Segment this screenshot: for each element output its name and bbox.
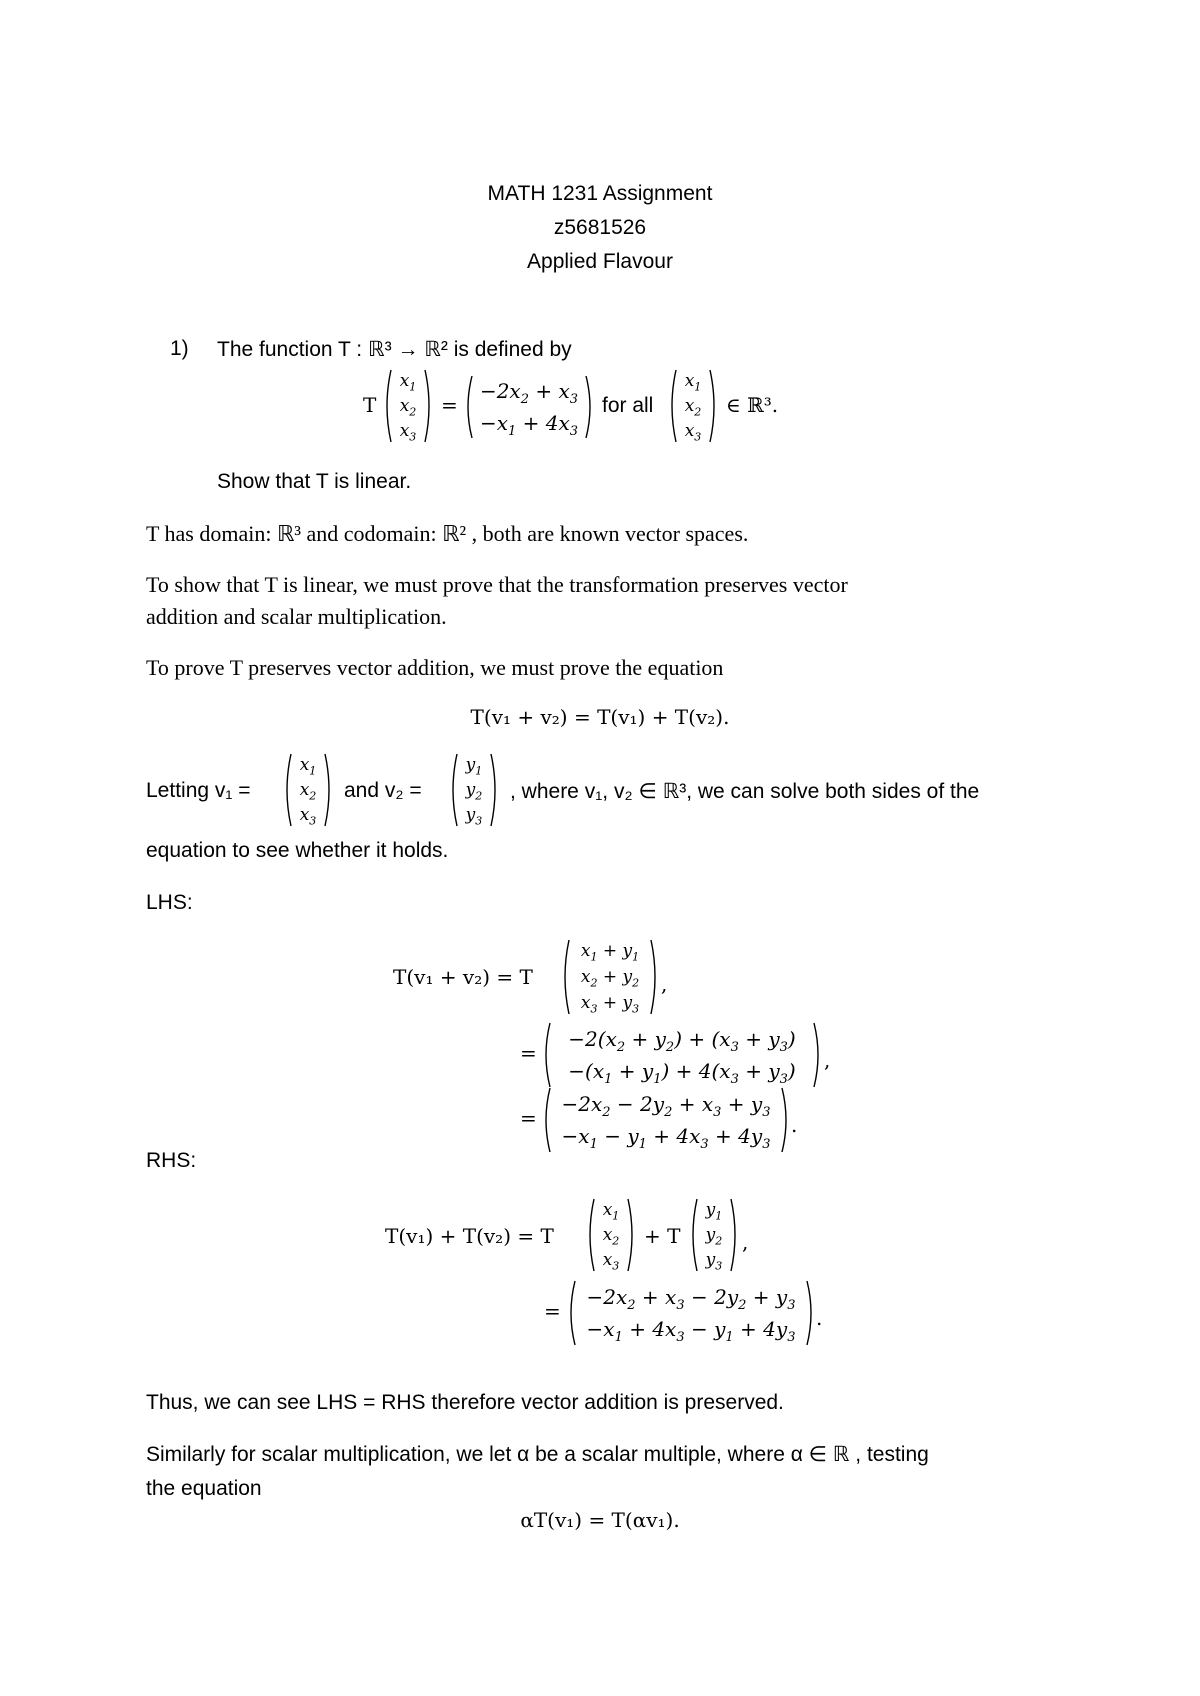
def-image-vector [463, 374, 595, 440]
vec-entry: $-2x_2 - 2y_2 + x_3 + y_3$ [561, 1092, 771, 1120]
vec-entry: $x_2$ [299, 780, 317, 803]
vec-entry: $x_3$ [602, 1250, 620, 1273]
scalar-intro-a: Similarly for scalar multiplication, we let α be a scalar multiple, where α ∈ ℝ , testing [146, 1443, 929, 1466]
student-id: z5681526 [553, 216, 647, 239]
vec-entry: $x_2 + y_2$ [580, 967, 640, 990]
question-number: 1) [170, 337, 189, 360]
rhs-start: T(v₁) + T(v₂) = T [385, 1224, 554, 1248]
comma: , [661, 972, 668, 996]
lhs-step2-vector [541, 1086, 791, 1154]
rhs-vector-x [585, 1197, 637, 1273]
vec-entry: $x_3 + y_3$ [580, 993, 640, 1016]
lhs-start: T(v₁ + v₂) = T [393, 965, 533, 989]
vec-entry: $x_3$ [299, 805, 317, 828]
equation-holds-text: equation to see whether it holds. [146, 839, 449, 862]
equation-scalar: αT(v₁) = T(αv₁). [520, 1508, 680, 1532]
def-vector-x-2 [667, 368, 719, 444]
lhs-sum-vector [560, 938, 660, 1016]
vec-entry: $x_2$ [684, 396, 702, 419]
vector-v2 [448, 752, 500, 828]
vec-entry: $x_1$ [602, 1200, 620, 1223]
period: . [791, 1113, 798, 1137]
lhs-label: LHS: [146, 891, 193, 914]
paragraph-addition: To prove T preserves vector addition, we must prove the equation [146, 655, 724, 680]
rhs-label: RHS: [146, 1149, 197, 1172]
comma: , [742, 1230, 749, 1254]
def-equals: = [441, 393, 458, 417]
paragraph-domain: T has domain: ℝ³ and codomain: ℝ² , both are known vector spaces. [146, 521, 749, 546]
rhs-result-vector [566, 1279, 816, 1347]
vec-entry: $-(x_1 + y_1) + 4(x_3 + y_3)$ [568, 1059, 796, 1087]
vec-entry: $x_3$ [684, 421, 702, 444]
vec-entry: $-x_1 + 4x_3$ [479, 411, 579, 439]
def-vector-x [382, 368, 434, 444]
rhs-vector-y [688, 1197, 740, 1273]
question-text: The function T : ℝ³ → ℝ² is defined by [217, 338, 572, 361]
vec-entry: $-2x_2 + x_3$ [479, 379, 579, 407]
equals-sign: = [520, 1041, 537, 1065]
in-R3: ∈ ℝ³. [726, 393, 779, 417]
vec-entry: $y_2$ [705, 1225, 723, 1248]
comma: , [824, 1048, 831, 1072]
vec-entry: $-2(x_2 + y_2) + (x_3 + y_3)$ [568, 1027, 796, 1055]
for-all-text: for all [602, 394, 654, 417]
equation-addition: T(v₁ + v₂) = T(v₁) + T(v₂). [470, 705, 730, 729]
letting-text: Letting v₁ = [146, 779, 251, 802]
vec-entry: $-x_1 - y_1 + 4x_3 + 4y_3$ [561, 1124, 771, 1152]
vec-entry: $y_3$ [705, 1250, 723, 1273]
vec-entry: $x_1$ [299, 755, 317, 778]
vec-entry: $y_3$ [465, 805, 483, 828]
vec-entry: $-2x_2 + x_3 - 2y_2 + y_3$ [586, 1285, 796, 1313]
plus-T: + T [644, 1224, 681, 1248]
vec-entry: $-x_1 + 4x_3 - y_1 + 4y_3$ [586, 1317, 796, 1345]
vector-v1 [282, 752, 334, 828]
paragraph-linear-b: addition and scalar multiplication. [146, 604, 447, 629]
vec-entry: $x_2$ [399, 396, 417, 419]
vec-entry: $x_2$ [602, 1225, 620, 1248]
vec-entry: $y_1$ [705, 1200, 723, 1223]
vec-entry: $x_1$ [684, 371, 702, 394]
equals-sign: = [520, 1106, 537, 1130]
equals-sign: = [544, 1299, 561, 1323]
scalar-intro-b: the equation [146, 1477, 262, 1500]
where-text: , where v₁, v₂ ∈ ℝ³, we can solve both sides of the [510, 780, 980, 803]
period: . [816, 1306, 823, 1330]
show-linear: Show that T is linear. [217, 470, 412, 493]
and-text: and v₂ = [344, 779, 422, 802]
vec-entry: $x_3$ [399, 421, 417, 444]
flavour-label: Applied Flavour [527, 250, 673, 273]
vec-entry: $y_1$ [465, 755, 483, 778]
def-T: T [363, 393, 377, 417]
vec-entry: $x_1$ [399, 371, 417, 394]
vec-entry: $x_1 + y_1$ [580, 941, 640, 964]
course-title: MATH 1231 Assignment [487, 182, 713, 205]
lhs-step1-vector [541, 1021, 823, 1089]
paragraph-linear-a: To show that T is linear, we must prove that the transformation preserves vector [146, 572, 848, 597]
conclusion-addition: Thus, we can see LHS = RHS therefore vector addition is preserved. [146, 1391, 784, 1414]
vec-entry: $y_2$ [465, 780, 483, 803]
